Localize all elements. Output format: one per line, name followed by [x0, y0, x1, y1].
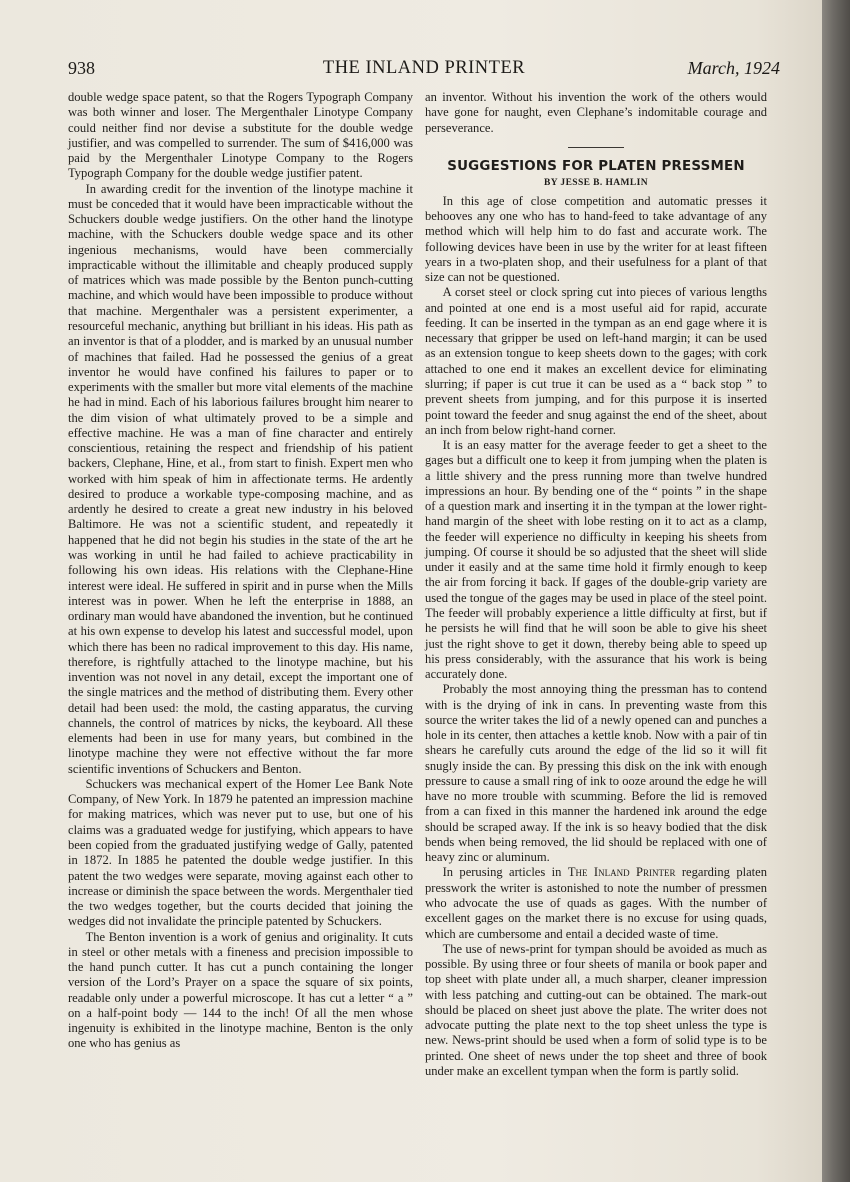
paragraph-text: In perusing articles in — [442, 865, 568, 880]
book-edge — [822, 0, 850, 1182]
left-column — [68, 90, 413, 1052]
paragraph: Schuckers was mechanical expert of the Homer Lee Bank Note Company, of New York. In 1879 he patented an impression machine for making matrices, which was never put to use, but one of his claims was a graduated wedge for justifying, which appears to have been copied from the graduated justifying wedge of Gally, patented in 1872. In 1885 he patented the double wedge justifier. In this patent the two wedges were separate, moving against each other to increase or diminish the space between the words. Mergenthaler tied the two wedges together, but the courts decided that joining the wedges did not invalidate the principle patented by Schuckers. — [68, 776, 413, 929]
article-title: SUGGESTIONS FOR PLATEN PRESSMEN — [447, 158, 745, 174]
paragraph: Probably the most annoying thing the pressman has to contend with is the drying of ink in cans. In preventing waste from this source the writer takes the lid of a newly opened can and punches a hole in its center, then attaches a kettle knob. Now with a pair of tin shears he carefully cuts around the edge of the lid so it will fit snugly inside the can. By pressing this disk on the ink with enough pressure to cause a small ring of ink to ooze around the edge he will have no more trouble with scumming. Before the lid is removed from a can fixed in this manner the hardened ink around the edge should be scraped away. If the ink is so heavy bodied that the disk bends when being removed, the lid should be replaced with one of heavy zinc or aluminum. — [425, 682, 767, 865]
issue-date: March, 1924 — [687, 58, 780, 78]
running-head — [68, 56, 780, 80]
paragraph — [425, 865, 767, 941]
paragraph: In awarding credit for the invention of the linotype machine it must be conceded that it would have been impracticable without the Schuckers double wedge justifiers. On the other hand the linotype machine, with the Schuckers double wedge space and its other ingenious mechanisms, would have been commercially impracticable without the illimitable and cheaply produced supply of matrices which was made possible by the Benton punch-cutting machine, and which would have been impossible to produce without that machine. Mergenthaler was a persistent experimenter, a resourceful mechanic, anything but brilliant in his ideas. His path as an inventor is that of a plodder, and is marked by an unusual number of machines that failed. Had he possessed the genius of a great inventor he would have confined his failures to paper or to experiments with the smaller but more vital elements of the machine he had in mind. Each of his laborious failures brought him nearer to the dim vision of what ultimately proved to be a simple and effective machine. He was a man of fine character and entirely conscientious, retaining the respect and friendship of his patient backers, Clephane, Hine, et al., from start to finish. Expert men who worked with him speak of him in affectionate terms. He ardently desired to produce a workable type-composing machine, and as ardently he desired to create a great new industry in his beloved Baltimore. He was not a scientific student, and repeatedly it happened that he did not begin his studies in the state of the art he was working in until he had failed to achieve practicability in following his own ideas. His relations with the Clephane-Hine interest were ideal. He suffered in spirit and in purse when the Mills interest was in power. When he left the enterprise in 1888, an ordinary man would have abandoned the invention, but he continued at his own expense to develop his latest and successful model, upon which there has been no radical improvement to this day. His name, therefore, is rightfully attached to the linotype machine, but his invention was not novel in any detail, except the important one of the single matrices and the method of distributing them. Every other detail had been used: the mold, the casting apparatus, the curving channels, the control of matrices by nicks, the keyboard. All these elements had been in use for many years, but combined in the linotype machine they were not effective without the far more scientific inventions of Schuckers and Benton. — [68, 181, 413, 776]
publication-name: The Inland Printer — [567, 865, 676, 880]
paragraph: an inventor. Without his invention the work of the others would have gone for naught, even Clephane’s indomitable courage and perseverance. — [425, 90, 767, 135]
paragraph: It is an easy matter for the average feeder to get a sheet to the gages but a difficult one to keep it from jumping when the platen is a little shivery and the press running more than twelve hundred impressions an hour. By bending one of the “ points ” in the shape of a question mark and inserting it in the tympan at the lower right-hand margin of the sheet with lobe resting on it to act as a clamp, the feeder will experience no difficulty in keeping his sheets from jumping. Of course it should be so adjusted that the sheet will slide under it easily and at the same time hold it firmly enough to keep the air from forcing it back. If gages of the double-grip variety are used the tongue of the gages may be used in place of the steel point. The feeder will probably experience a little difficulty at first, but if he persists he will find that he will soon be able to give his sheet just the right shove to get it down, thereby being able to speed up his press considerably, with the assurance that his work is being accurately done. — [425, 438, 767, 682]
paragraph: In this age of close competition and automatic presses it behooves any one who has to hand-feed to take advantage of any method which will help him to do fast and accurate work. The following devices have been in use by the writer for at least fifteen years in a two-platen shop, and their usefulness for a plant of that size can not be questioned. — [425, 193, 767, 285]
paragraph: The use of news-print for tympan should be avoided as much as possible. By using three or four sheets of manila or book paper and top sheet with plate under all, a much sharper, cleaner impression with less patching and cutting-out can be obtained. The mark-out should be placed on sheet just above the plate. The writer does not advocate putting the plate next to the top sheet unless the type is new. News-print should be used when a form of solid type is to be printed. One sheet of news under the top sheet and three of book under make an excellent tympan when the form is partly solid. — [425, 941, 767, 1078]
paragraph-text: regarding platen presswork the writer is astonished to note the number of pressmen who advocate the use of quads as gages. With the number of excellent gages on the market there is no excuse for using quads, which are cumbersome and entail a decided waste of time. — [425, 865, 767, 941]
page-number: 938 — [68, 58, 95, 78]
right-column — [425, 90, 767, 1079]
section-divider — [568, 147, 624, 148]
paragraph: A corset steel or clock spring cut into pieces of various lengths and pointed at one end is a most useful aid for rapid, accurate feeding. It can be inserted in the tympan as an end gage where it is necessary that gripper be used on left-hand margin; it can be used as an extension tongue to keep sheets down to the gages; with cork attached to one end it makes an excellent device for eliminating slurring; if paper is cut true it can be used as a “ back stop ” to prevent sheets from jumping, and for this purpose it is inserted point toward the feeder and snug against the end of the sheet, about an inch from below right-hand corner. — [425, 285, 767, 437]
paragraph: double wedge space patent, so that the Rogers Typograph Company was both winner and loser. The Mergenthaler Linotype Company could neither find nor devise a substitute for the double wedge justifier, and was compelled to surrender. The sum of $416,000 was paid by the Mergenthaler Linotype Company to the Rogers Typograph Company for the double wedge justifier patent. — [68, 90, 413, 181]
article-byline: BY JESSE B. HAMLIN — [544, 177, 648, 188]
journal-title: THE INLAND PRINTER — [322, 58, 526, 78]
paragraph: The Benton invention is a work of genius and originality. It cuts in steel or other metals with a fineness and precision impossible to the hand punch cutter. It has cut a punch containing the longer version of the Lord’s Prayer on a space the square of six points, readable only under a powerful microscope. It has cut a letter “ a ” on a half-point body — 144 to the inch! Of all the men whose ingenuity is exhibited in the linotype machine, Benton is the only one who has genius as — [68, 929, 413, 1051]
